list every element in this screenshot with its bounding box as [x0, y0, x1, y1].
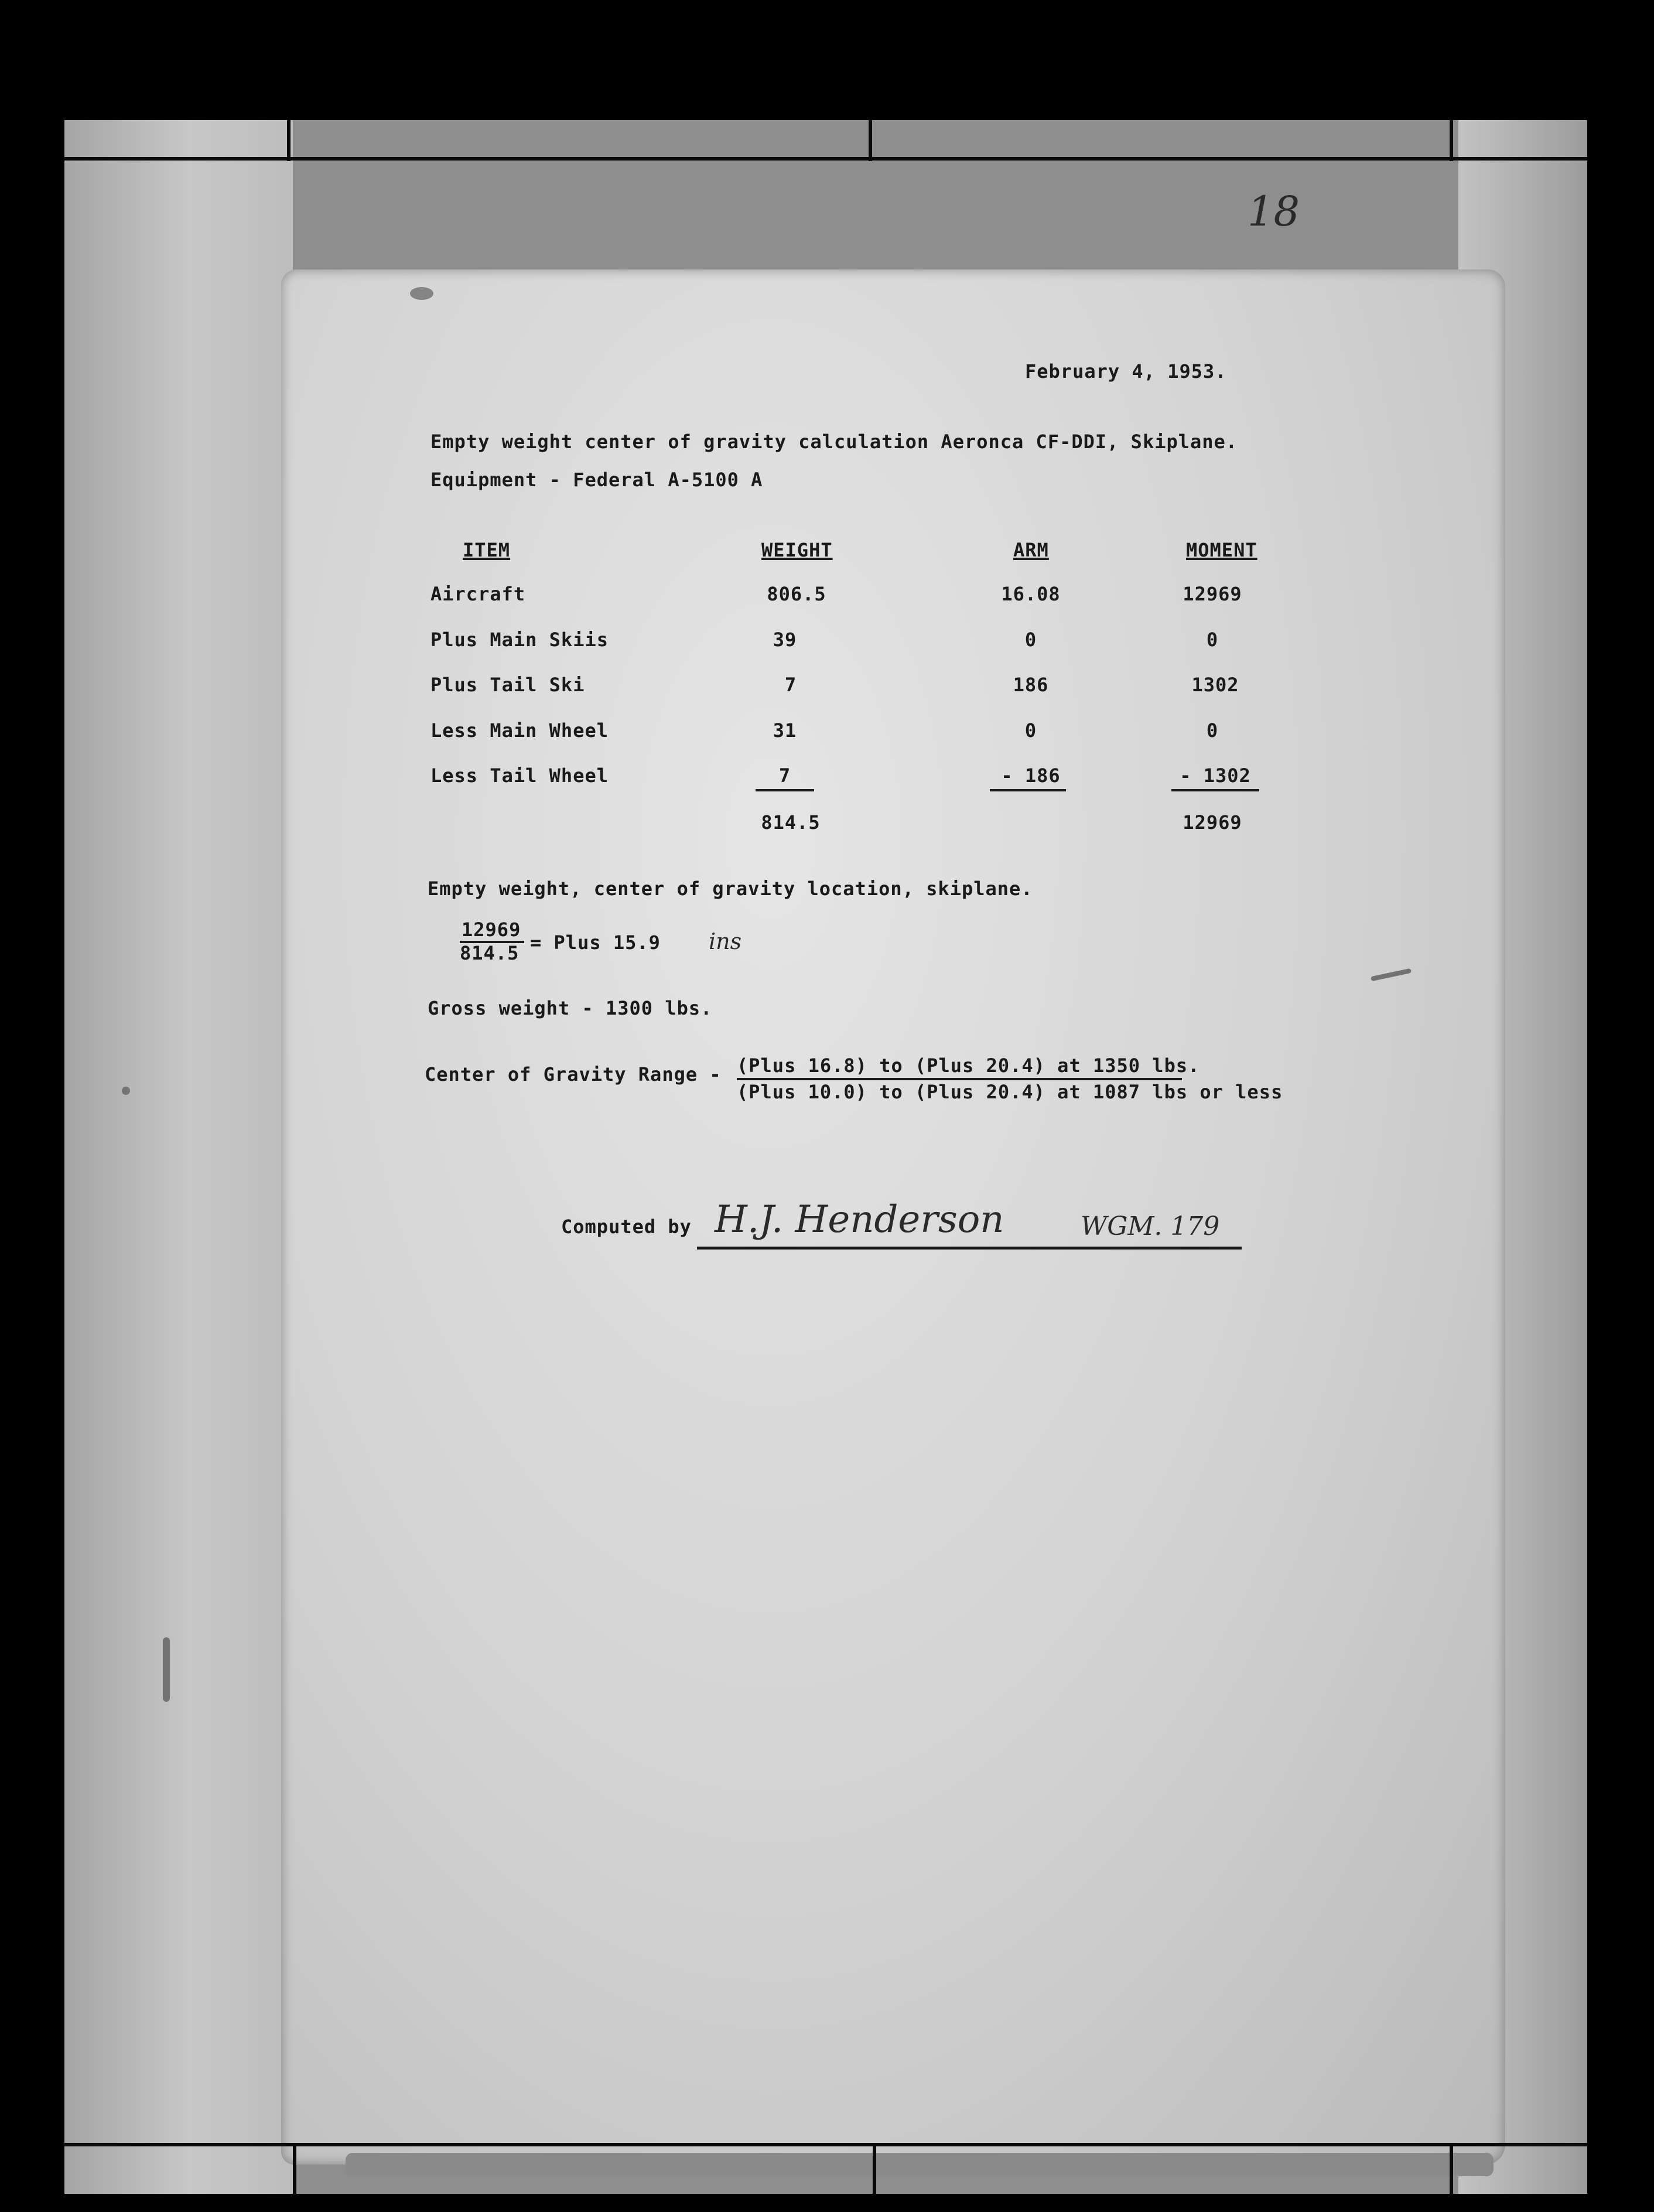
frame-tick: [287, 120, 291, 161]
row-moment: 0: [1206, 719, 1219, 742]
cg-range-label: Center of Gravity Range -: [425, 1063, 722, 1085]
signature: H.J. Henderson: [715, 1198, 1004, 1241]
cg-denominator: 814.5: [460, 942, 520, 964]
sum-underline: [990, 789, 1066, 791]
cg-unit-handwritten: ins: [709, 929, 742, 954]
cg-location-heading: Empty weight, center of gravity location, skiplane.: [428, 878, 1033, 900]
row-arm: 16.08: [1001, 583, 1061, 605]
document-date: February 4, 1953.: [1025, 360, 1227, 383]
row-item: Aircraft: [430, 583, 526, 605]
sum-underline: [1171, 789, 1259, 791]
row-weight: 7: [784, 674, 797, 696]
license-number: WGM. 179: [1081, 1211, 1220, 1241]
frame-tick: [873, 2143, 876, 2196]
row-arm: 186: [1013, 674, 1049, 696]
smudge: [410, 287, 433, 300]
row-weight: 806.5: [767, 583, 826, 605]
header-moment: MOMENT: [1186, 539, 1257, 561]
row-item: Less Main Wheel: [430, 719, 609, 742]
frame-top-line: [64, 157, 1587, 161]
page-number: 18: [1248, 187, 1300, 235]
row-item: Plus Tail Ski: [430, 674, 585, 696]
row-moment: 0: [1206, 629, 1219, 651]
header-arm: ARM: [1013, 539, 1049, 561]
frame-tick: [293, 2143, 296, 2196]
row-item: Plus Main Skiis: [430, 629, 609, 651]
cg-range-line-1: (Plus 16.8) to (Plus 20.4) at 1350 lbs.: [737, 1054, 1200, 1077]
row-weight: 7: [778, 764, 791, 787]
frame-tick: [869, 120, 872, 161]
row-arm: 0: [1024, 719, 1037, 742]
gross-weight: Gross weight - 1300 lbs.: [428, 997, 713, 1019]
signature-line: [697, 1247, 1242, 1250]
header-weight: WEIGHT: [761, 539, 833, 561]
cg-numerator: 12969: [462, 919, 521, 941]
row-arm: - 186: [1001, 764, 1061, 787]
cg-range-divider: [737, 1078, 1182, 1080]
smudge: [163, 1637, 170, 1702]
cg-result: = Plus 15.9: [530, 931, 661, 954]
film-left-margin: [64, 120, 293, 2194]
cg-range-line-2: (Plus 10.0) to (Plus 20.4) at 1087 lbs or less: [737, 1081, 1283, 1103]
row-moment: 12969: [1183, 583, 1242, 605]
header-item: ITEM: [463, 539, 511, 561]
row-arm: 0: [1024, 629, 1037, 651]
frame-tick: [1450, 2143, 1453, 2196]
computed-by-label: Computed by: [561, 1216, 692, 1238]
total-weight: 814.5: [761, 811, 821, 834]
smudge: [122, 1087, 130, 1095]
frame-tick: [1450, 120, 1453, 161]
total-moment: 12969: [1183, 811, 1242, 834]
row-moment: 1302: [1191, 674, 1239, 696]
row-item: Less Tail Wheel: [430, 764, 609, 787]
sum-underline: [756, 789, 814, 791]
equipment-line: Equipment - Federal A-5100 A: [430, 469, 763, 491]
row-moment: - 1302: [1180, 764, 1251, 787]
row-weight: 31: [773, 719, 797, 742]
row-weight: 39: [773, 629, 797, 651]
document-title: Empty weight center of gravity calculation Aeronca CF-DDI, Skiplane.: [430, 431, 1238, 453]
page-bottom-edge: [346, 2153, 1494, 2176]
